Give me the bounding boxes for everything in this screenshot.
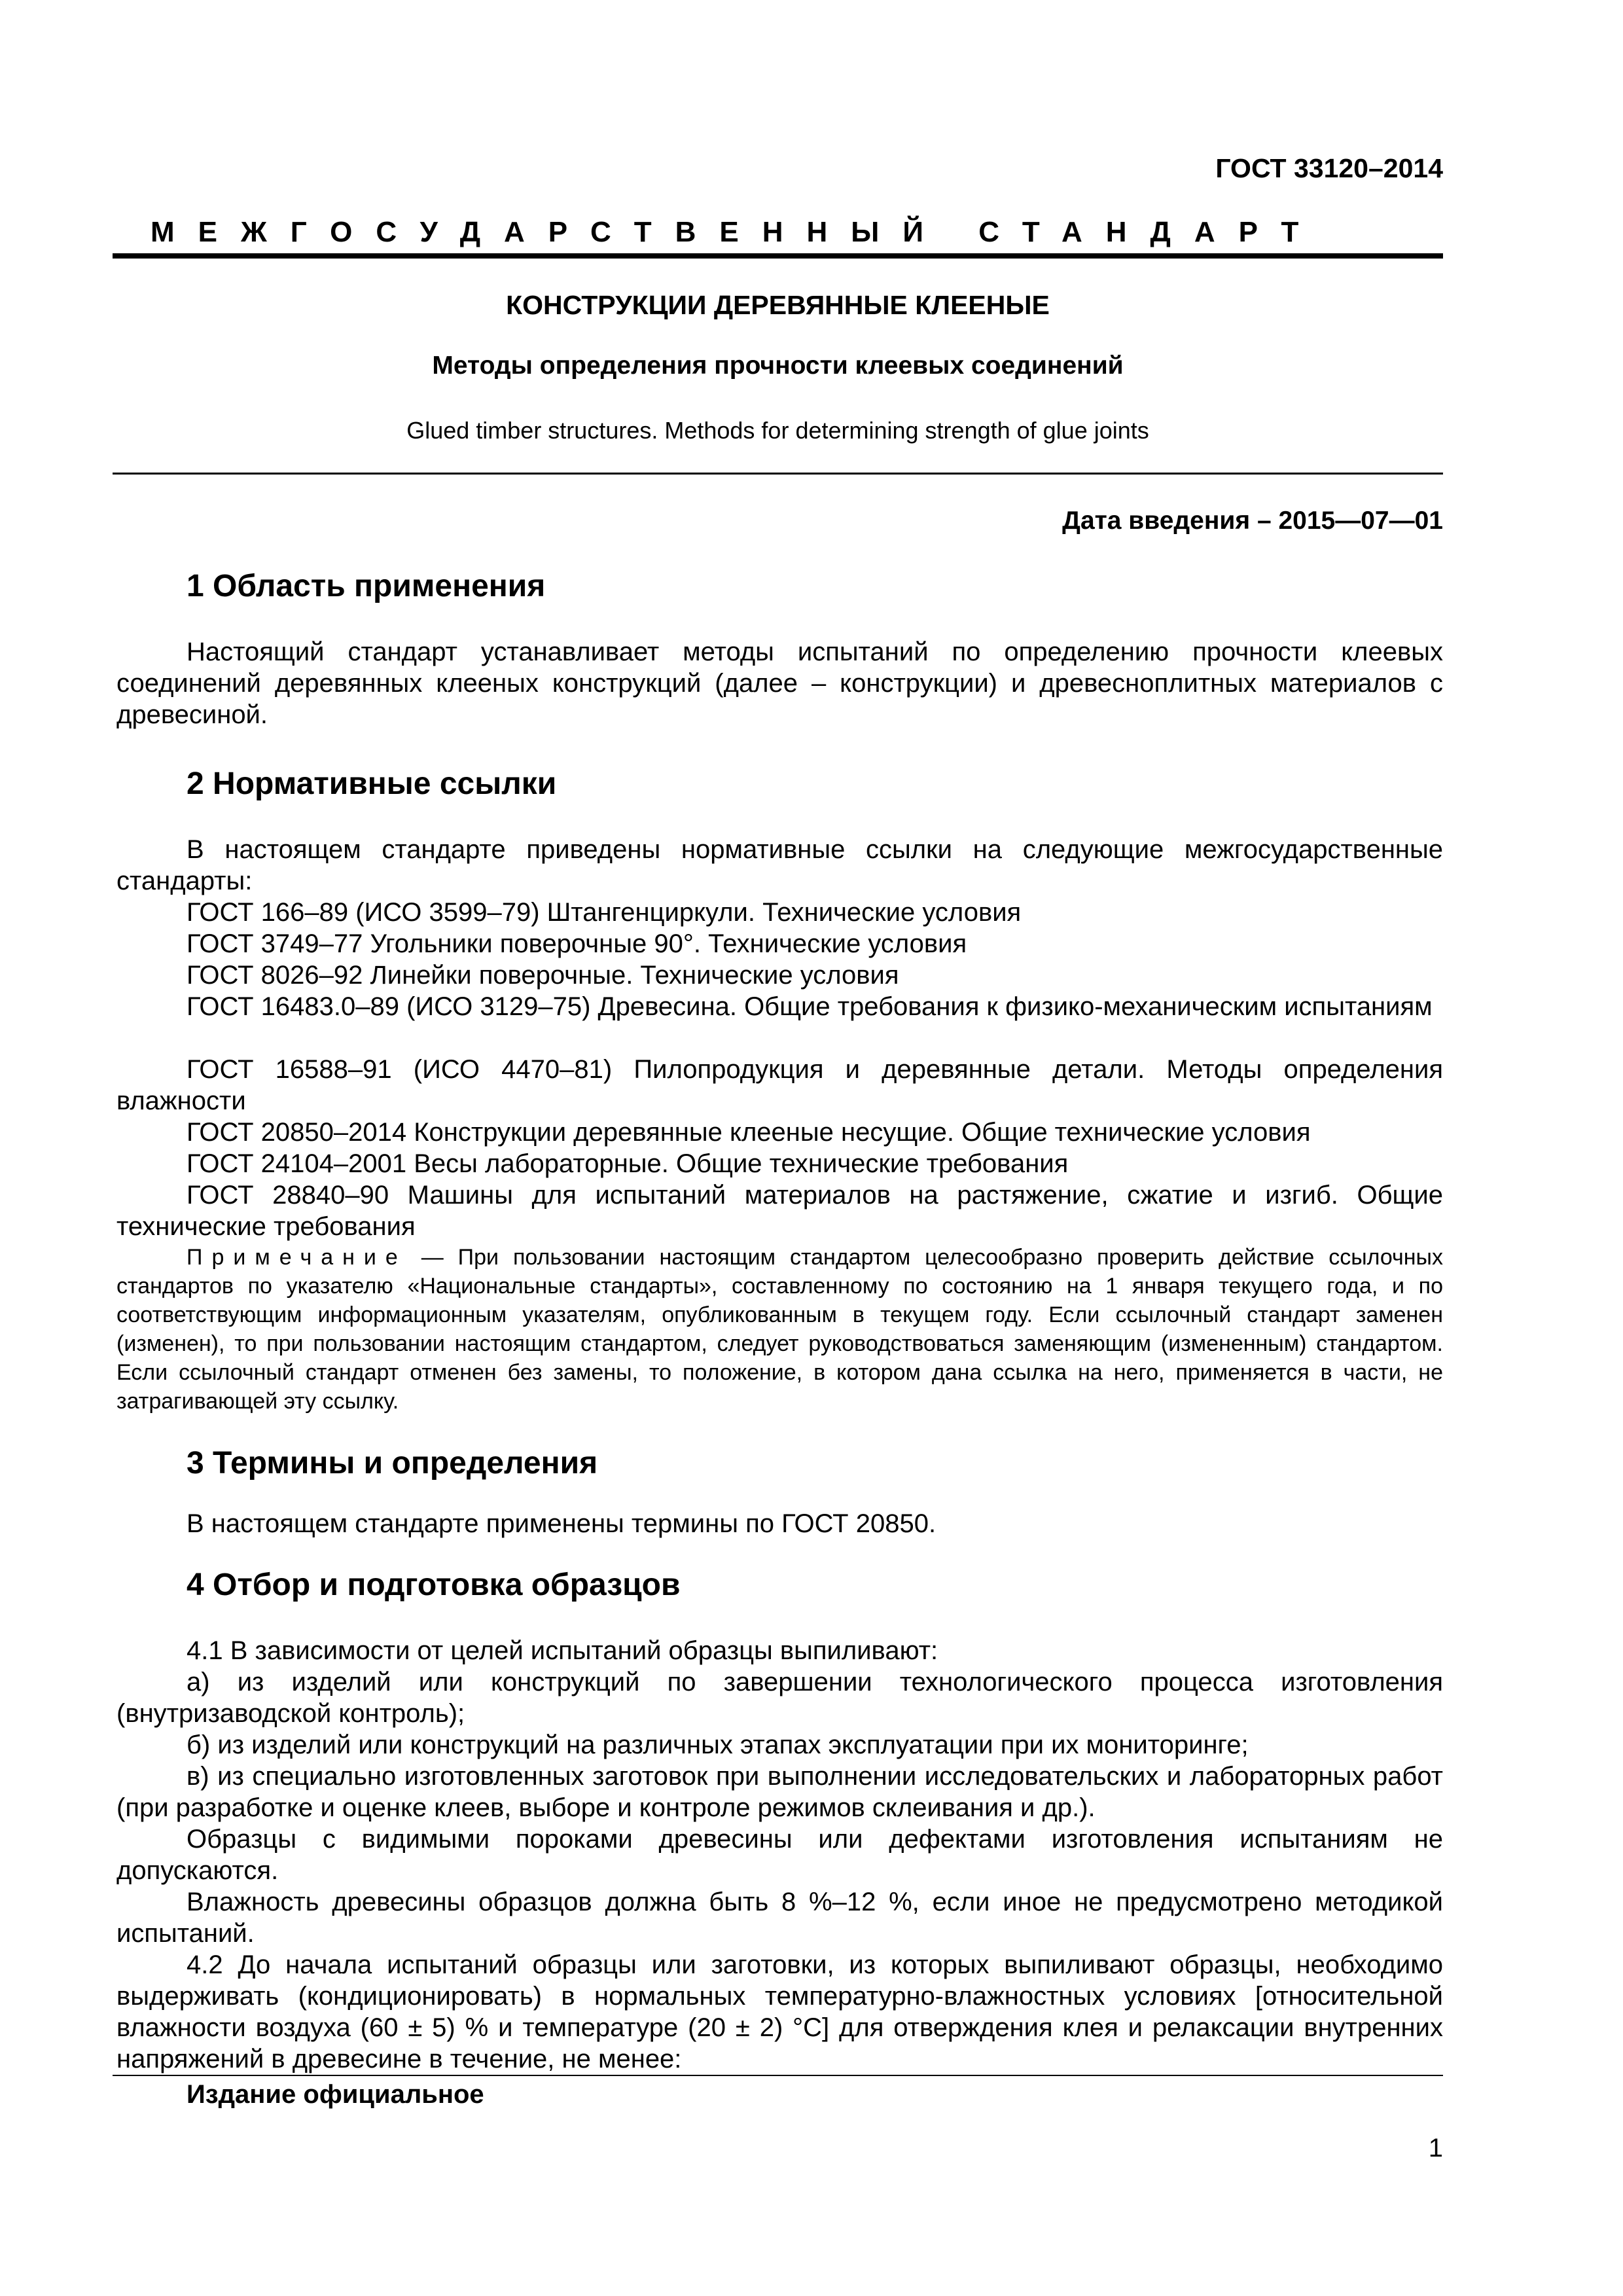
introduction-date: Дата введения – 2015—07—01 [1062, 507, 1443, 535]
header-rule [113, 253, 1443, 259]
section-3-paragraph: В настоящем стандарте применены термины по ГОСТ 20850. [187, 1509, 936, 1538]
footer-rule [113, 2075, 1443, 2076]
clause-4-1-item-v: в) из специально изготовленных заготовок при выполнении исследовательских и лабораторных работ (при разработке и оценке клеев, выборе и контроле режимов склеивания и др.). [116, 1762, 1443, 1822]
section-1-heading: 1 Область применения [187, 569, 546, 603]
normative-reference: ГОСТ 20850–2014 Конструкции деревянные клееные несущие. Общие технические условия [187, 1118, 1311, 1147]
document-subtitle: Методы определения прочности клеевых соединений [432, 351, 1124, 380]
note-label: Примечание [187, 1245, 407, 1270]
normative-reference: ГОСТ 8026–92 Линейки поверочные. Технические условия [187, 961, 899, 990]
interstate-standard-banner: МЕЖГОСУДАРСТВЕННЫЙ СТАНДАРТ [151, 216, 1323, 248]
section-1-paragraph: Настоящий стандарт устанавливает методы испытаний по определению прочности клеевых соединений деревянных клееных конструкций (далее – конструкции) и древесноплитных материалов с древесиной. [116, 637, 1443, 729]
section-4-heading: 4 Отбор и подготовка образцов [187, 1568, 681, 1602]
note-text: — При пользовании настоящим стандартом целесообразно проверить действие ссылочных стандартов по указателю «Национальные стандарты», составленному по состоянию на 1 января текущего года, и по соответствующим информационным указателям, опубликованным в текущем году. Если ссылочный стандарт заменен (изменен), то при пользовании настоящим стандартом, следует руководствоваться заменяющим (измененным) стандартом. Если ссылочный стандарт отменен без замены, то положение, в котором дана ссылка на него, применяется в части, не затрагивающей эту ссылку. [116, 1245, 1443, 1414]
normative-reference: ГОСТ 16588–91 (ИСО 4470–81) Пилопродукция и деревянные детали. Методы определения влажности [116, 1055, 1443, 1115]
normative-reference: ГОСТ 24104–2001 Весы лабораторные. Общие технические требования [187, 1149, 1069, 1178]
clause-4-2: 4.2 До начала испытаний образцы или заготовки, из которых выпиливают образцы, необходимо выдерживать (кондиционировать) в нормальных температурно-влажностных условиях [относительной влажности воздуха (60 ± 5) % и температуре (20 ± 2) °С] для отверждения клея и релаксации внутренних напряжений в древесине в течение, не менее: [116, 1950, 1443, 2073]
official-edition-label: Издание официальное [187, 2080, 484, 2109]
normative-reference: ГОСТ 28840–90 Машины для испытаний материалов на растяжение, сжатие и изгиб. Общие технические требования [116, 1181, 1443, 1241]
section-2-note [116, 1243, 1443, 1416]
document-title-english: Glued timber structures. Methods for determining strength of glue joints [406, 417, 1149, 444]
section-2-intro: В настоящем стандарте приведены нормативные ссылки на следующие межгосударственные стандарты: [116, 835, 1443, 895]
section-3-heading: 3 Термины и определения [187, 1446, 598, 1480]
page-number: 1 [1428, 2134, 1443, 2162]
title-rule [113, 473, 1443, 475]
clause-4-1-item-a: а) из изделий или конструкций по завершении технологического процесса изготовления (внутризаводской контроль); [116, 1668, 1443, 1728]
normative-reference: ГОСТ 3749–77 Угольники поверочные 90°. Технические условия [187, 929, 967, 958]
clause-4-1-item-b: б) из изделий или конструкций на различных этапах эксплуатации при их мониторинге; [187, 1731, 1249, 1759]
document-title: КОНСТРУКЦИИ ДЕРЕВЯННЫЕ КЛЕЕНЫЕ [506, 290, 1050, 320]
clause-moisture-paragraph: Влажность древесины образцов должна быть 8 %–12 %, если иное не предусмотрено методикой испытаний. [116, 1888, 1443, 1948]
section-2-heading: 2 Нормативные ссылки [187, 766, 557, 801]
normative-reference: ГОСТ 16483.0–89 (ИСО 3129–75) Древесина. Общие требования к физико-механическим испытаниям [187, 992, 1433, 1021]
normative-reference: ГОСТ 166–89 (ИСО 3599–79) Штангенциркули. Технические условия [187, 898, 1022, 927]
clause-defects-paragraph: Образцы с видимыми пороками древесины или дефектами изготовления испытаниям не допускаются. [116, 1825, 1443, 1885]
document-code: ГОСТ 33120–2014 [1215, 153, 1443, 183]
clause-4-1: 4.1 В зависимости от целей испытаний образцы выпиливают: [187, 1636, 938, 1665]
